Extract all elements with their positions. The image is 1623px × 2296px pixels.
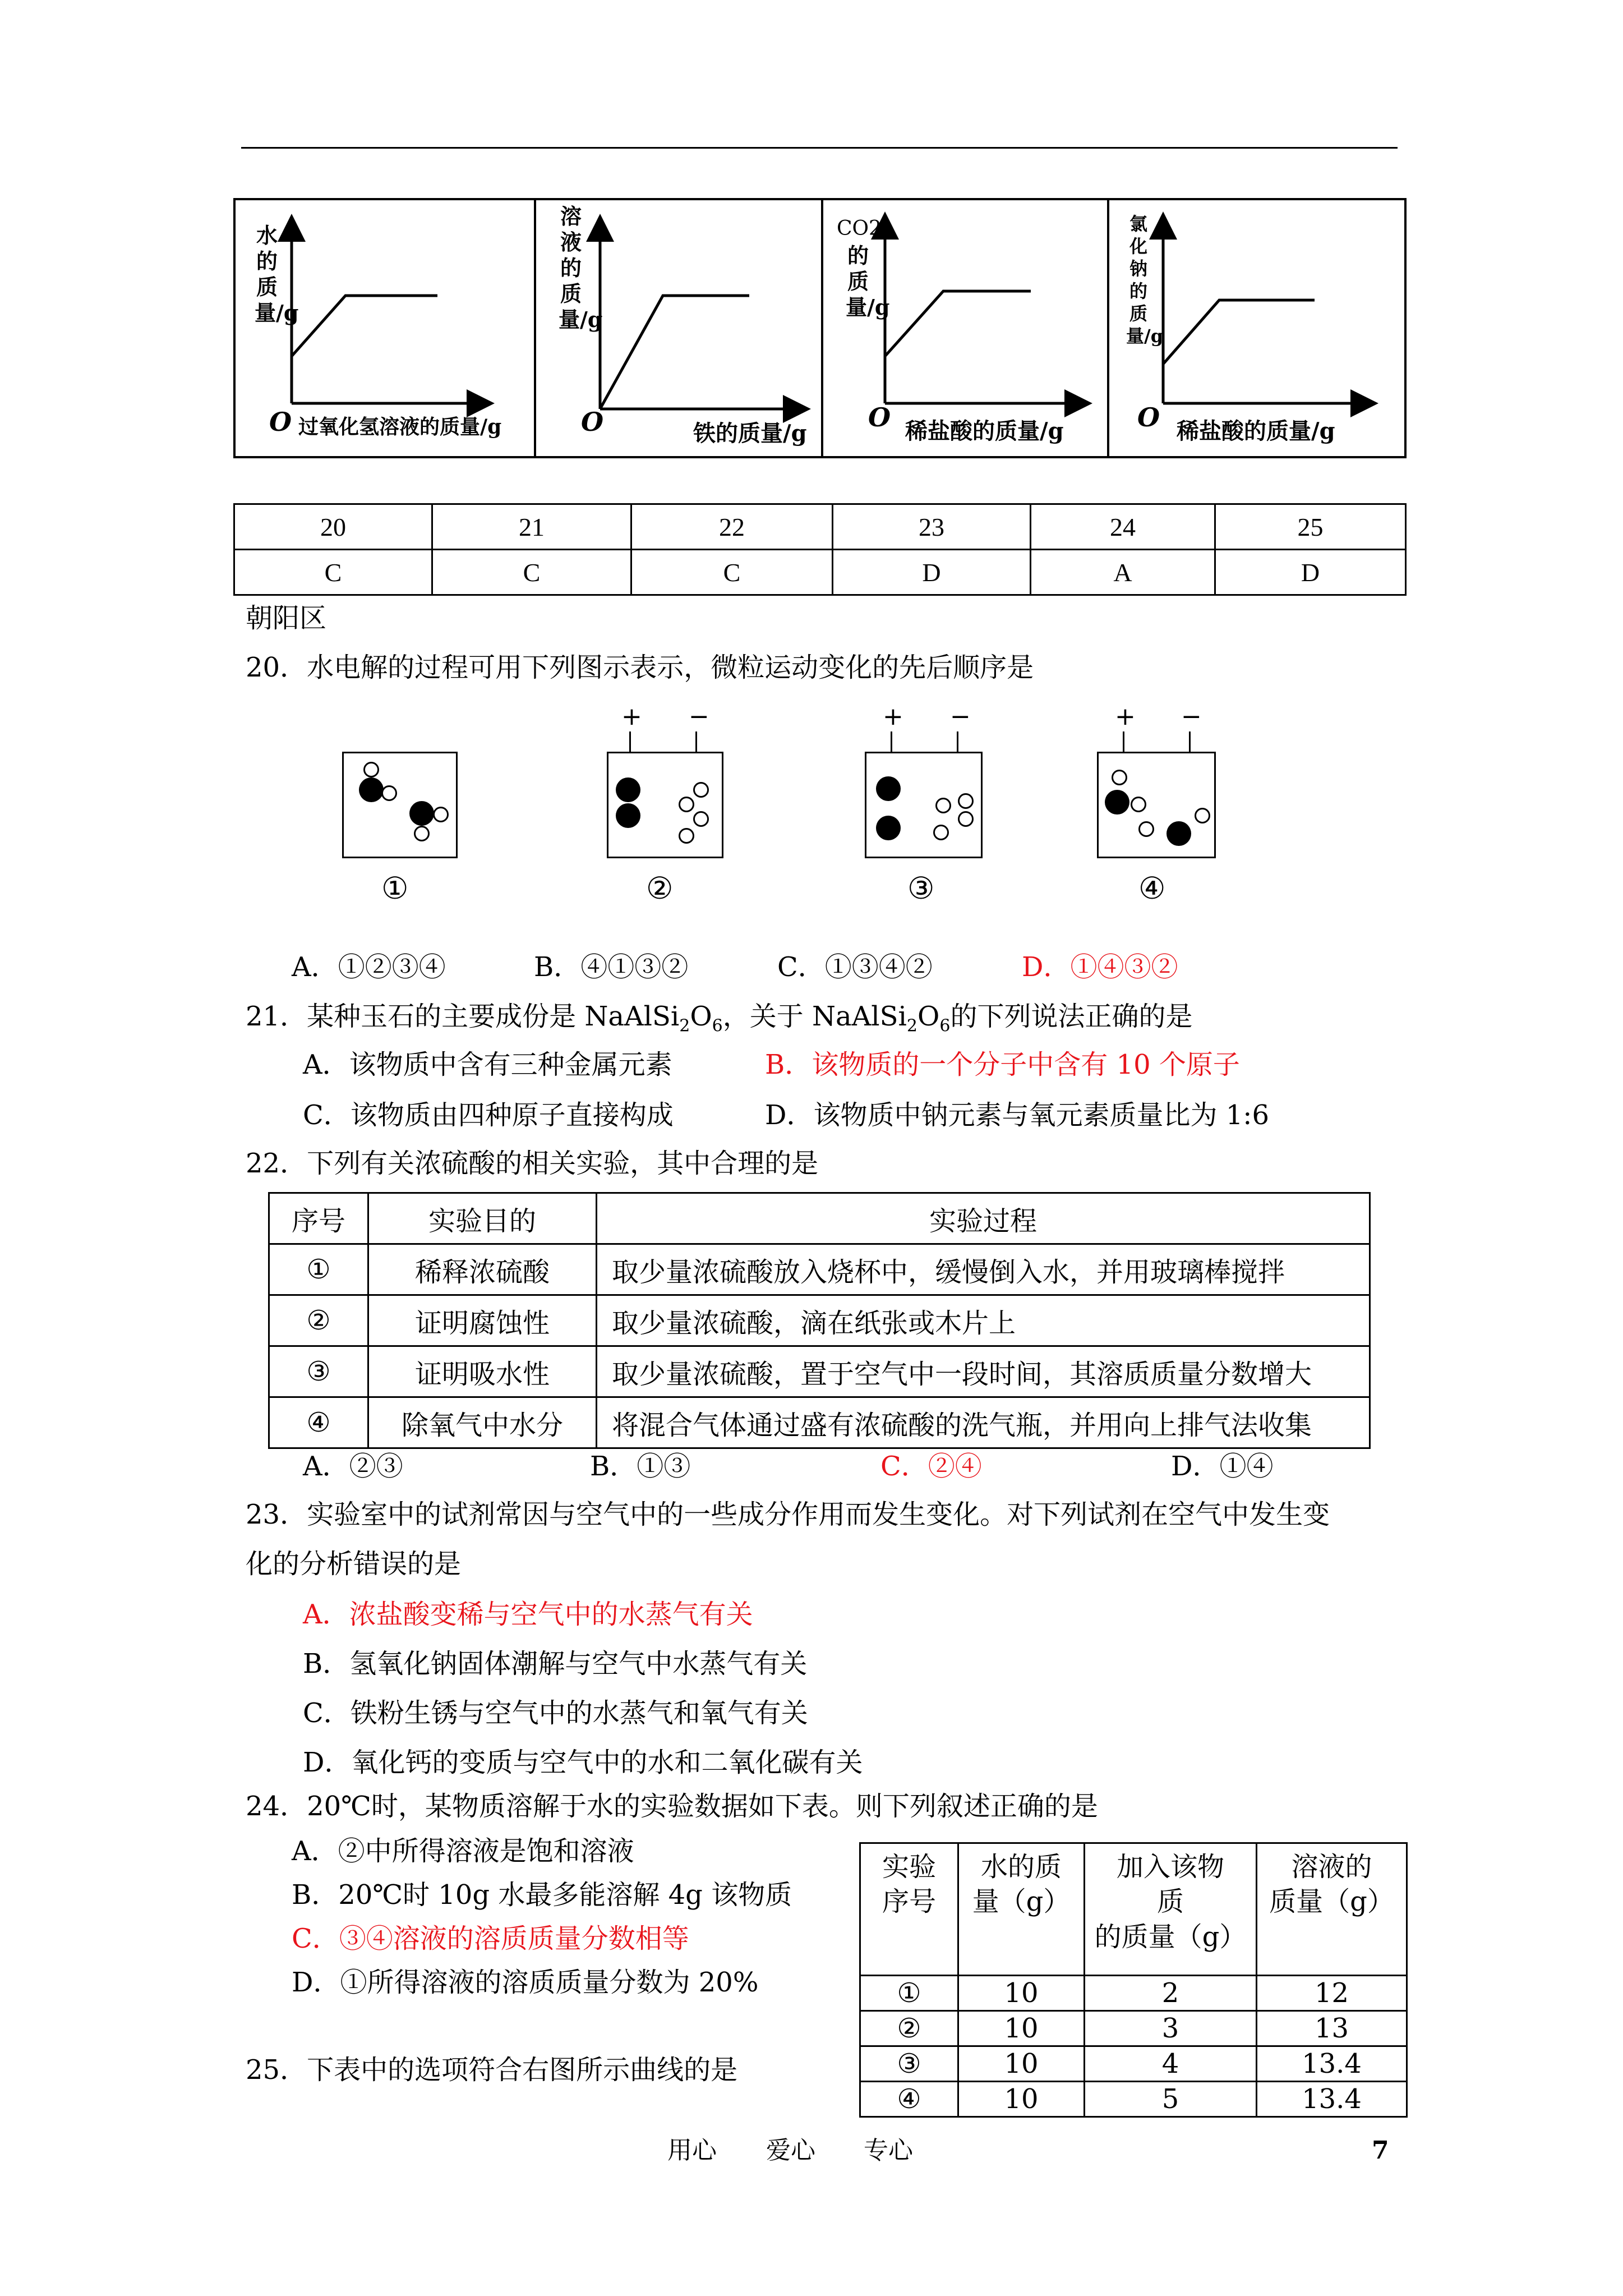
header-seq <box>860 1843 958 1976</box>
cell: ① <box>860 1976 958 2011</box>
answer-num: 24 <box>1031 504 1215 550</box>
row-purpose: 证明腐蚀性 <box>368 1295 597 1346</box>
header-line: 水的质 <box>980 1851 1062 1883</box>
footer-motto-3: 专心 <box>864 2136 913 2165</box>
table-row <box>269 1244 1370 1295</box>
cell: 4 <box>1085 2046 1257 2082</box>
q21-stem-b2: O <box>917 1001 940 1032</box>
cell: 10 <box>958 2011 1085 2046</box>
header-line: 的质量（g） <box>1094 1921 1247 1953</box>
cell: 10 <box>958 2082 1085 2117</box>
row-seq: ④ <box>269 1397 368 1448</box>
q21-stem <box>246 1001 1192 1037</box>
plus-sign: + <box>883 702 903 731</box>
table-row <box>269 1397 1370 1448</box>
row-seq: ② <box>269 1295 368 1346</box>
oxygen-atom <box>616 803 640 828</box>
header-line: 量（g） <box>972 1886 1071 1918</box>
q21-stem-d: 的下列说法正确的是 <box>950 1001 1193 1032</box>
q21-stem-a: 21．某种玉石的主要成份是 NaAlSi <box>246 1001 680 1032</box>
q20-option-d: D．①④③② <box>1022 951 1178 983</box>
minus-sign: − <box>1181 702 1202 731</box>
oxygen-atom <box>1166 821 1191 846</box>
cell: 5 <box>1085 2082 1257 2117</box>
table-header-row <box>860 1843 1407 1976</box>
q20-option-a: A．①②③④ <box>292 951 446 983</box>
q20-option-b: B．④①③② <box>534 951 689 983</box>
q22-option-a: A．②③ <box>303 1451 403 1482</box>
q23-option-a: A．浓盐酸变稀与空气中的水蒸气有关 <box>303 1599 753 1630</box>
table-row <box>860 2082 1407 2117</box>
graph-3-origin: O <box>868 402 891 432</box>
plus-sign: + <box>1115 702 1136 731</box>
hydrogen-atom <box>933 825 949 840</box>
q23-stem-line2: 化的分析错误的是 <box>246 1548 462 1580</box>
graph-3-ylabel-top: CO2 <box>837 217 882 240</box>
answer-num: 21 <box>432 504 631 550</box>
q23-option-c: C．铁粉生锈与空气中的水蒸气和氧气有关 <box>303 1697 808 1729</box>
district-label: 朝阳区 <box>246 602 327 634</box>
graph-solution-mass <box>536 200 823 456</box>
plus-sign: + <box>621 702 642 731</box>
minus-sign: − <box>950 702 971 731</box>
q20-stem: 20．水电解的过程可用下列图示表示，微粒运动变化的先后顺序是 <box>246 652 1034 683</box>
cell: 2 <box>1085 1976 1257 2011</box>
table-row <box>860 2011 1407 2046</box>
q25-stem: 25．下表中的选项符合右图所示曲线的是 <box>246 2054 738 2086</box>
header-seq: 序号 <box>269 1193 368 1244</box>
cell: ③ <box>860 2046 958 2082</box>
q22-option-d: D．①④ <box>1171 1451 1274 1482</box>
answer-num: 25 <box>1215 504 1406 550</box>
answer-letter: D <box>833 550 1031 595</box>
header-line: 实验 <box>882 1851 936 1883</box>
answer-letter: D <box>1215 550 1406 595</box>
hydrogen-atom <box>935 798 951 813</box>
cell: 3 <box>1085 2011 1257 2046</box>
table-header-row <box>269 1193 1370 1244</box>
header-line: 质量（g） <box>1269 1886 1394 1918</box>
hydrogen-atom <box>958 811 974 827</box>
table-row <box>860 1976 1407 2011</box>
cell: 13 <box>1257 2011 1407 2046</box>
q23-option-d: D．氧化钙的变质与空气中的水和二氧化碳有关 <box>303 1747 863 1778</box>
q24-option-a: A．②中所得溶液是饱和溶液 <box>292 1835 634 1867</box>
graph-water-mass <box>236 200 536 456</box>
answer-table-numbers <box>234 504 1406 550</box>
q22-stem: 22．下列有关浓硫酸的相关实验，其中合理的是 <box>246 1148 819 1179</box>
q21-sub: 6 <box>712 1016 723 1036</box>
hydrogen-atom <box>679 828 694 844</box>
answer-letter: C <box>432 550 631 595</box>
q23-stem-line1: 23．实验室中的试剂常因与空气中的一些成分作用而发生变化。对下列试剂在空气中发生变 <box>246 1499 1330 1530</box>
q24-option-c: C．③④溶液的溶质质量分数相等 <box>292 1923 689 1954</box>
row-seq: ① <box>269 1244 368 1295</box>
table-row <box>860 2046 1407 2082</box>
q22-experiment-table <box>268 1192 1371 1449</box>
row-process: 将混合气体通过盛有浓硫酸的洗气瓶，并用向上排气法收集 <box>597 1397 1370 1448</box>
header-rule <box>241 147 1398 149</box>
q21-stem-b: O <box>690 1001 712 1032</box>
minus-sign: − <box>689 702 709 731</box>
graph-2-origin: O <box>581 407 604 437</box>
hydrogen-atom <box>433 807 449 822</box>
diagram-label-1: ① <box>381 871 409 906</box>
q22-option-c: C．②④ <box>880 1451 982 1482</box>
footer-motto-2: 爱心 <box>766 2136 815 2165</box>
hydrogen-atom <box>1138 821 1154 837</box>
hydrogen-atom <box>363 762 379 777</box>
cell: 12 <box>1257 1976 1407 2011</box>
hydrogen-atom <box>693 811 709 827</box>
header-added <box>1085 1843 1257 1976</box>
row-process: 取少量浓硫酸放入烧杯中，缓慢倒入水，并用玻璃棒搅拌 <box>597 1244 1370 1295</box>
cell: 10 <box>958 2046 1085 2082</box>
hydrogen-atom <box>1195 808 1210 823</box>
q21-option-c: C．该物质由四种原子直接构成 <box>303 1099 674 1131</box>
hydrogen-atom <box>1131 797 1146 812</box>
graph-2-ylabel: 溶液的质量/g <box>559 204 603 332</box>
answer-num: 22 <box>631 504 833 550</box>
header-line: 加入该物 <box>1116 1851 1224 1883</box>
q21-option-d: D．该物质中钠元素与氧元素质量比为 1:6 <box>765 1099 1269 1131</box>
hydrogen-atom <box>693 782 709 798</box>
page-number: 7 <box>1372 2136 1389 2165</box>
q21-sub: 2 <box>906 1016 917 1036</box>
oxygen-atom <box>876 776 901 801</box>
q23-option-b: B．氢氧化钠固体潮解与空气中水蒸气有关 <box>303 1648 808 1680</box>
table-row <box>269 1295 1370 1346</box>
header-line: 溶液的 <box>1291 1851 1372 1883</box>
hydrogen-atom <box>381 785 397 801</box>
hydrogen-atom <box>414 826 430 841</box>
hydrogen-atom <box>958 793 974 809</box>
answer-letter: A <box>1031 550 1215 595</box>
oxygen-atom <box>359 777 384 802</box>
header-water <box>958 1843 1085 1976</box>
answer-letter: C <box>631 550 833 595</box>
row-process: 取少量浓硫酸，滴在纸张或木片上 <box>597 1295 1370 1346</box>
cell: ② <box>860 2011 958 2046</box>
diagram-label-3: ③ <box>907 871 935 906</box>
container-box <box>342 752 458 858</box>
header-solution <box>1257 1843 1407 1976</box>
hydrogen-atom <box>679 797 694 812</box>
q22-option-b: B．①③ <box>590 1451 691 1482</box>
oxygen-atom <box>1105 790 1129 815</box>
q21-sub: 2 <box>679 1016 690 1036</box>
header-line: 序号 <box>882 1886 936 1918</box>
row-purpose: 证明吸水性 <box>368 1346 597 1397</box>
graph-4-ylabel: 氯化钠的质量/g <box>1126 213 1164 347</box>
cell: 13.4 <box>1257 2046 1407 2082</box>
header-line: 质 <box>1156 1886 1184 1918</box>
cell: 10 <box>958 1976 1085 2011</box>
header-process: 实验过程 <box>597 1193 1370 1244</box>
graph-1-origin: O <box>269 407 292 437</box>
row-purpose: 除氧气中水分 <box>368 1397 597 1448</box>
q24-solubility-table <box>859 1842 1408 2118</box>
answer-table-answers <box>234 550 1406 595</box>
graph-1-ylabel: 水的质量/g <box>255 223 299 325</box>
row-purpose: 稀释浓硫酸 <box>368 1244 597 1295</box>
q24-option-b: B．20℃时 10g 水最多能溶解 4g 该物质 <box>292 1879 792 1911</box>
graph-nacl-mass <box>1109 200 1404 456</box>
q24-stem: 24．20℃时，某物质溶解于水的实验数据如下表。则下列叙述正确的是 <box>246 1791 1098 1822</box>
footer-motto-1: 用心 <box>667 2136 717 2165</box>
table-row <box>269 1346 1370 1397</box>
q21-sub: 6 <box>939 1016 951 1036</box>
answer-letter: C <box>234 550 432 595</box>
cell: ④ <box>860 2082 958 2117</box>
oxygen-atom <box>616 777 640 802</box>
row-seq: ③ <box>269 1346 368 1397</box>
graph-4-origin: O <box>1137 402 1160 432</box>
hydrogen-atom <box>1112 770 1127 785</box>
oxygen-atom <box>409 801 434 826</box>
q21-option-a: A．该物质中含有三种金属元素 <box>303 1049 672 1080</box>
answer-num: 20 <box>234 504 432 550</box>
answer-num: 23 <box>833 504 1031 550</box>
graph-co2-mass <box>823 200 1109 456</box>
oxygen-atom <box>876 816 901 840</box>
row-process: 取少量浓硫酸，置于空气中一段时间，其溶质质量分数增大 <box>597 1346 1370 1397</box>
graph-2-xlabel: 铁的质量/g <box>693 420 807 447</box>
q21-stem-c: ，关于 NaAlSi <box>722 1001 907 1032</box>
graph-strip <box>233 198 1407 458</box>
graph-3-ylabel: 的质量/g <box>846 243 890 320</box>
graph-4-xlabel: 稀盐酸的质量/g <box>1177 418 1335 444</box>
q20-option-c: C．①③④② <box>777 951 933 983</box>
graph-3-xlabel: 稀盐酸的质量/g <box>905 418 1064 444</box>
graph-1-xlabel: 过氧化氢溶液的质量/g <box>298 415 502 439</box>
diagram-label-4: ④ <box>1138 871 1166 906</box>
q24-option-d: D．①所得溶液的溶质质量分数为 20% <box>292 1967 759 1998</box>
diagram-label-2: ② <box>646 871 674 906</box>
cell: 13.4 <box>1257 2082 1407 2117</box>
q21-option-b: B．该物质的一个分子中含有 10 个原子 <box>765 1049 1240 1080</box>
header-purpose: 实验目的 <box>368 1193 597 1244</box>
answer-table <box>233 503 1407 596</box>
